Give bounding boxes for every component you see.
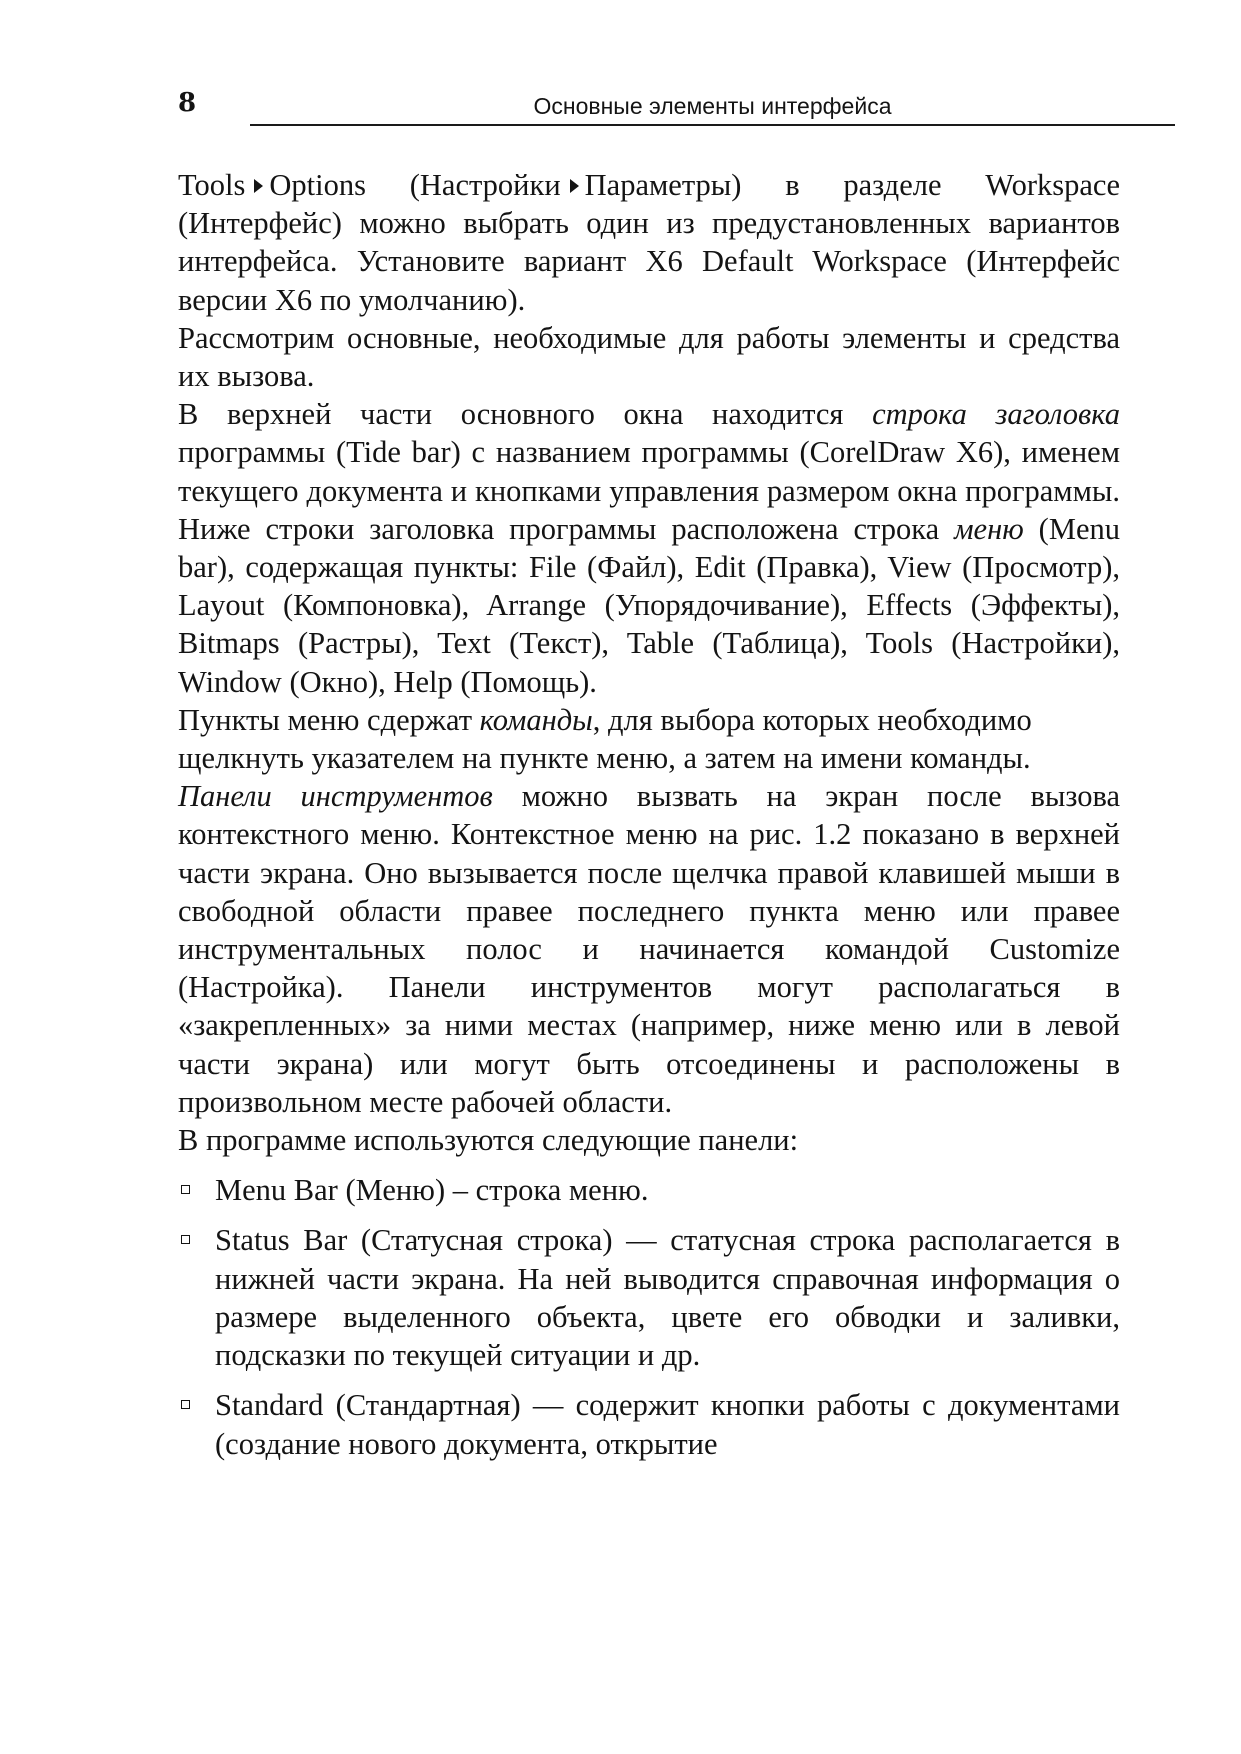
term-toolbars: Панели инструментов (178, 779, 493, 814)
list-item: Status Bar (Статусная строка) — статусная строка располагается в нижней части экрана. На ней выводится справочная информация о размере выделенного объекта, цвете его обводки и заливки, подсказки по текущей ситуации и др. (178, 1221, 1120, 1374)
checkbox-bullet-icon (181, 1400, 190, 1409)
term-title-bar: строка заголовка (872, 397, 1120, 432)
term-commands: команды (479, 702, 593, 737)
menu-path-tools: Tools (178, 168, 246, 202)
paragraph-commands: Пункты меню сдержат команды, для выбора которых необходимо щелкнуть указателем на пункте меню, а затем на имени команды. (178, 702, 1032, 776)
list-item: Standard (Стандартная) — содержит кнопки работы с документами (создание нового документа, открытие (178, 1386, 1120, 1462)
paragraph-panels-intro: В программе используются следующие панели: (178, 1123, 799, 1158)
list-item: Menu Bar (Меню) – строка меню. (178, 1171, 1120, 1209)
paragraph-workspace-text: Параметры) в разделе Workspace (Интерфейс) можно выбрать один из предустановленных вариантов интерфейса. Установите вариант X6 Default Workspace (Интерфейс версии X6 по умолчанию). (178, 168, 1120, 317)
paragraph-toolbars: Панели инструментов можно вызвать на экран после вызова контекстного меню. Контекстное меню на рис. 1.2 показано в верхней части экрана. Оно вызывается после щелчка правой клавишей мыши в свободной области правее последнего пункта меню или правее инструментальных полос и начинается командой Customize (Настройка). Панели инструментов могут располагаться в «закрепленных» за ними местах (например, ниже меню или в левой части экрана) или могут быть отсоединены и расположены в произвольном месте рабочей области. (178, 779, 1121, 1119)
menu-path-options: Options (Настройки (269, 168, 561, 202)
paragraph-title-bar: В верхней части основного окна находится строка заголовка программы (Tide bar) с названием программы (CorelDraw X6), именем текущего документа и кнопками управления размером окна программы. Ниже строки заголовка программы расположена строка меню (Menu bar), содержащая пункты: File (Файл), Edit (Правка), View (Просмотр), Layout (Компоновка), Arrange (Упорядочивание), Effects (Эффекты), Bitmaps (Растры), Text (Текст), Table (Таблица), Tools (Настройки), Window (Окно), Help (Помощь). (178, 397, 1120, 699)
submenu-arrow-icon (570, 179, 579, 193)
checkbox-bullet-icon (181, 1185, 190, 1194)
page-number: 8 (178, 88, 197, 118)
checkbox-bullet-icon (181, 1235, 190, 1244)
submenu-arrow-icon (254, 179, 263, 193)
header-divider (250, 124, 1175, 126)
panels-list (178, 1171, 1120, 1462)
page-body (178, 166, 1120, 1475)
term-menu: меню (954, 511, 1024, 546)
paragraph-workspace (178, 166, 1120, 319)
running-header: Основные элементы интерфейса (533, 93, 892, 119)
paragraph-intro: Рассмотрим основные, необходимые для работы элементы и средства их вызова. (178, 320, 1120, 394)
